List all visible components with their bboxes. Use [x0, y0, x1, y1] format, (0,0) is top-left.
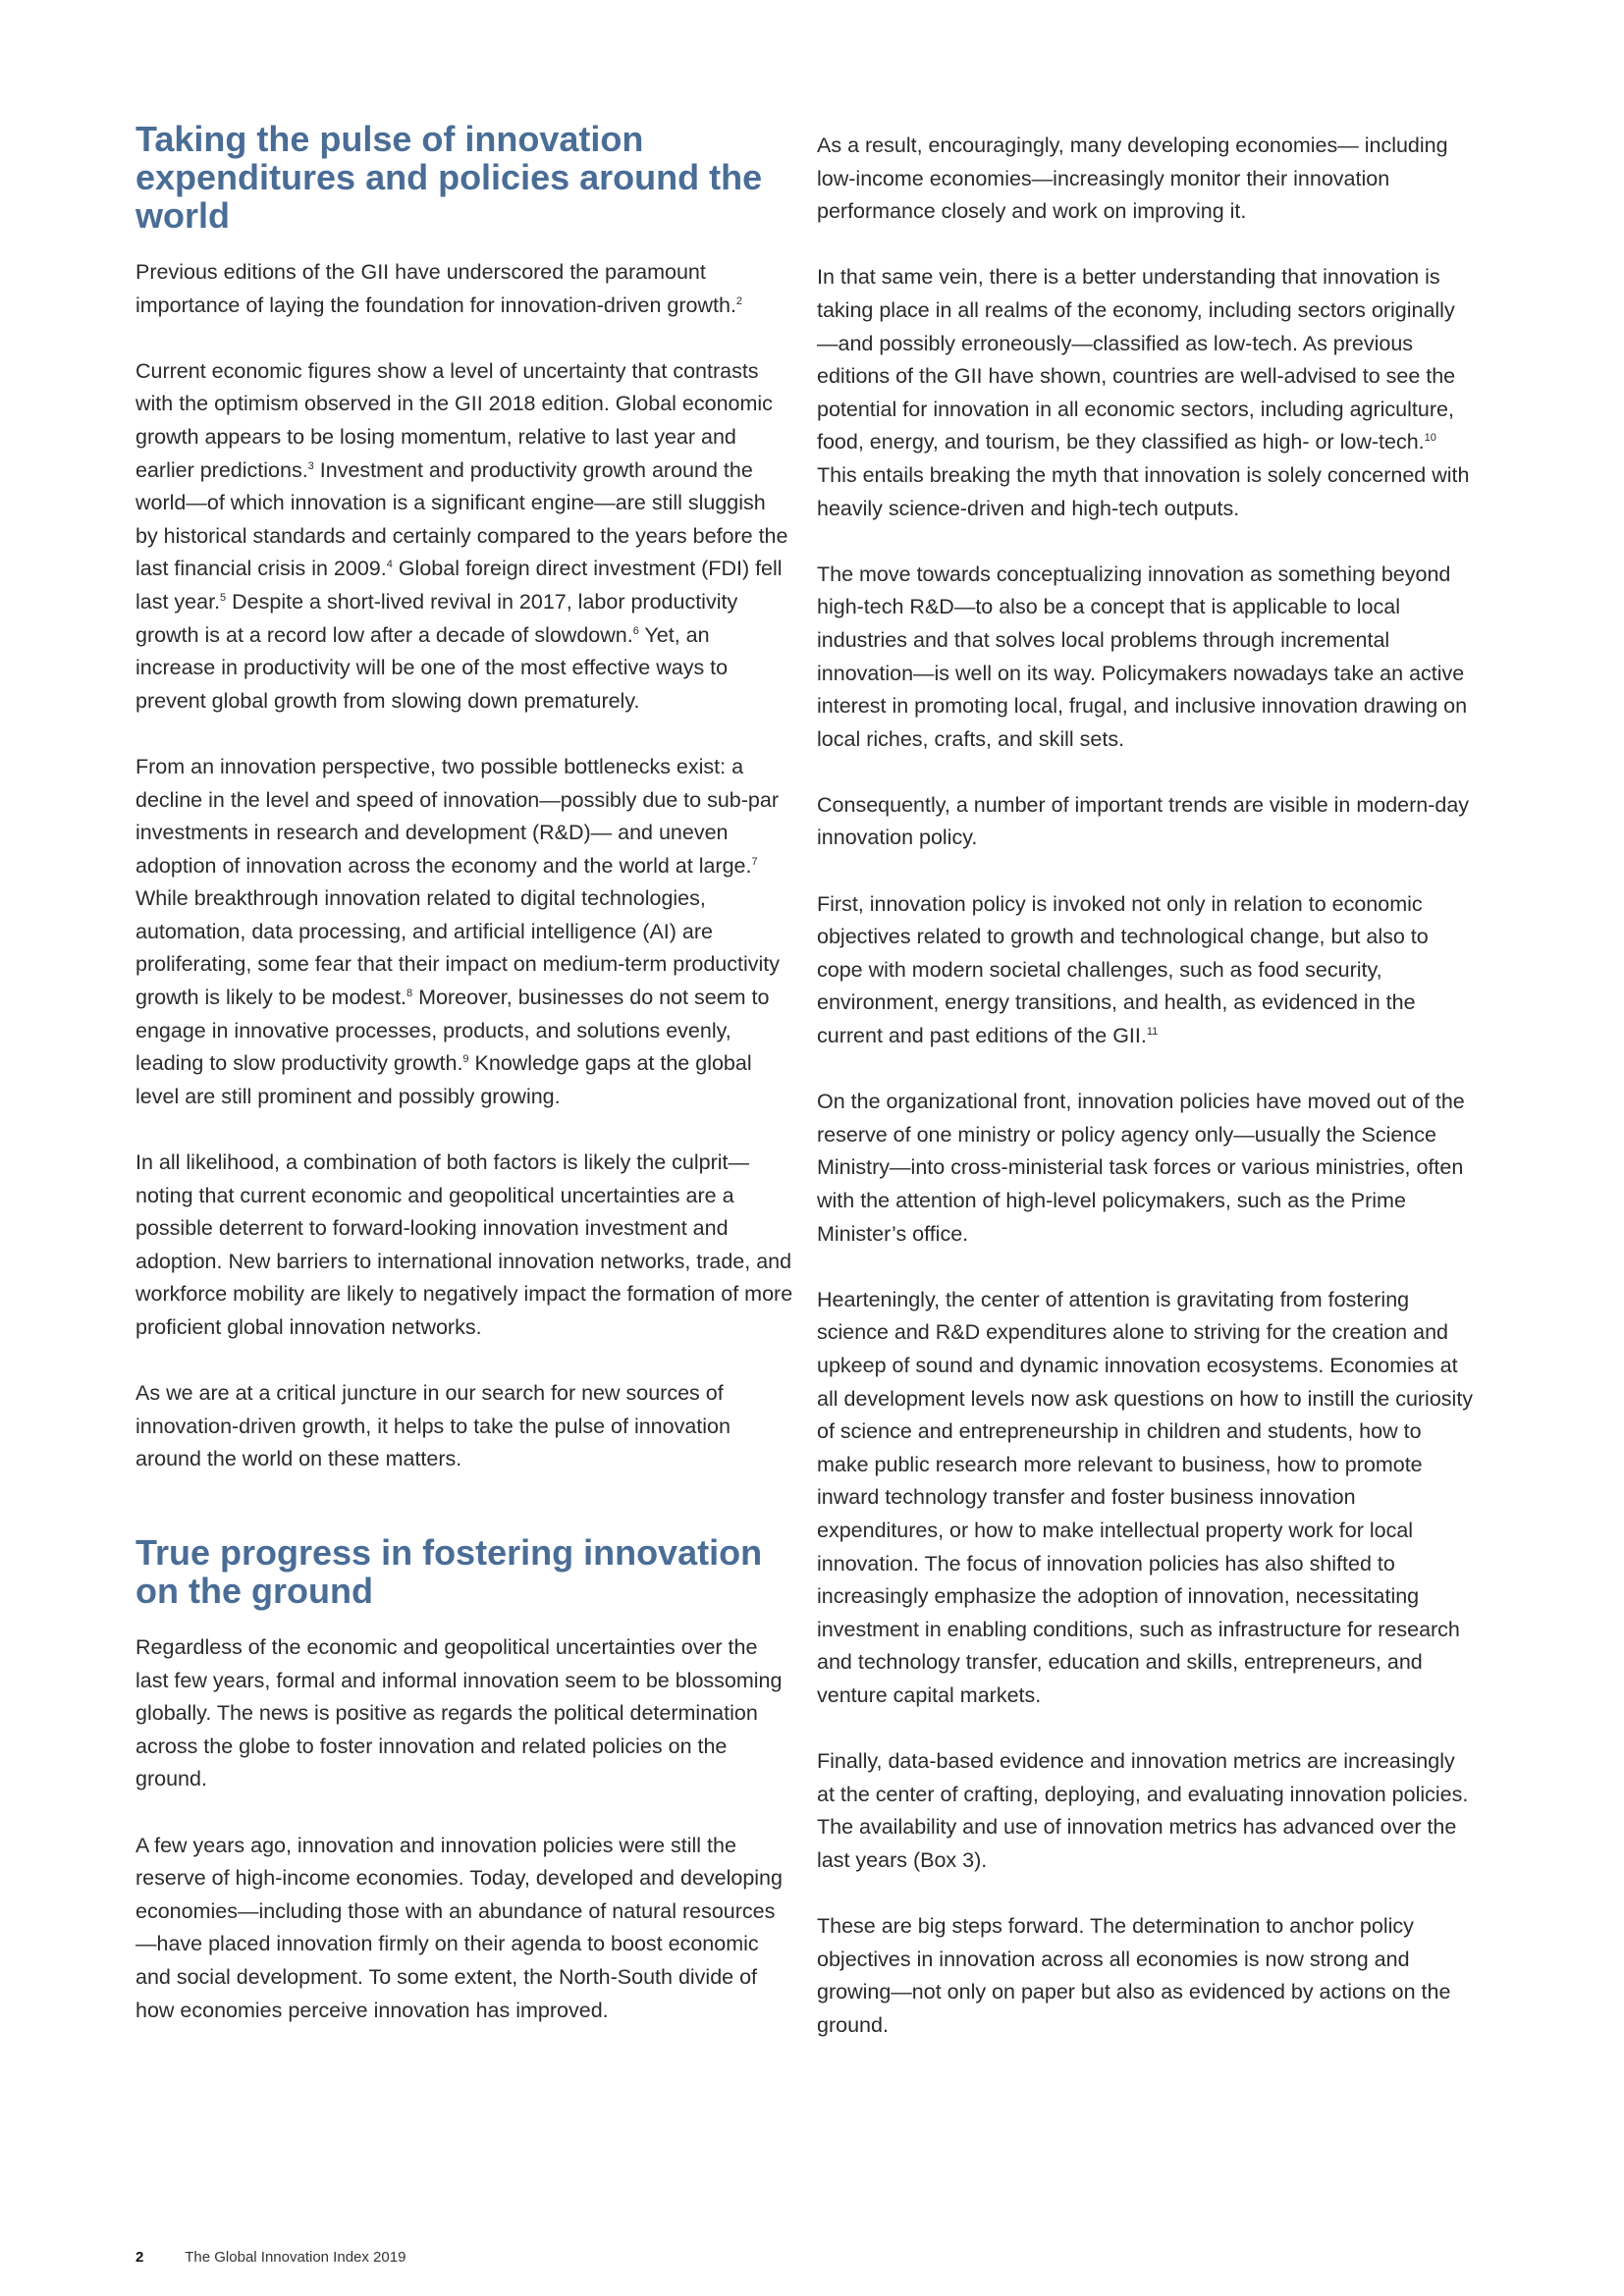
- paragraph: In all likelihood, a combination of both factors is likely the culprit—noting that current economic and geopolitical uncertainties are a possible deterrent to forward-looking innovation investment and adoption. New barriers to international innovation networks, trade, and workforce mobility are likely to negatively impact the formation of more proficient global innovation networks.: [135, 1150, 793, 1339]
- paragraph: On the organizational front, innovation policies have moved out of the reserve of one ministry or policy agency only—usually the Science Ministry—into cross-ministerial task forces or various ministries, often with the attention of high-level policymakers, such as the Prime Minister’s office.: [817, 1090, 1465, 1246]
- paragraph: Hearteningly, the center of attention is gravitating from fostering science and R&D expenditures alone to striving for the creation and upkeep of sound and dynamic innovation ecosystems. Economies at all development levels now ask questions on how to instill the curiosity of science and entrepreneurship in children and students, how to make public research more relevant to business, how to promote inward technology transfer and foster business innovation expenditures, or how to make intellectual property work for local innovation. The focus of innovation policies has also shifted to increasingly emphasize the adoption of innovation, necessitating investment in enabling conditions, such as infrastructure for research and technology transfer, education and skills, entrepreneurs, and venture capital markets.: [817, 1287, 1474, 1707]
- paragraph: Finally, data-based evidence and innovation metrics are increasingly at the center of crafting, deploying, and evaluating innovation policies. The availability and use of innovation metrics has advanced over the last years (Box 3).: [817, 1749, 1469, 1872]
- left-column: [135, 120, 793, 2060]
- paragraph: In that same vein, there is a better understanding that innovation is taking place in all realms of the economy, including sectors originally—and possibly erroneously—classified as low-tech. As previous editions of the GII have shown, countries are well-advised to see the potential for innovation in all economic sectors, including agriculture, food, energy, and tourism, be they classified as high- or low-tech.$^{10}$ This entails breaking the myth that innovation is solely concerned with heavily science-driven and high-tech outputs.: [817, 265, 1470, 520]
- paragraph: As we are at a critical juncture in our search for new sources of innovation-driven growth, it helps to take the pulse of innovation around the world on these matters.: [135, 1381, 731, 1471]
- paragraph: First, innovation policy is invoked not only in relation to economic objectives related to growth and technological change, but also to cope with modern societal challenges, such as food security, environment, energy transitions, and health, as evidenced in the current and past editions of the GII.$^{11}$: [817, 891, 1429, 1048]
- section-heading-progress: True progress in fostering innovation on the ground: [135, 1531, 763, 1611]
- paragraph: These are big steps forward. The determination to anchor policy objectives in innovation across all economies is now strong and growing—not only on paper but also as evidenced by actions on the ground.: [817, 1914, 1451, 2037]
- right-column: [817, 120, 1475, 2075]
- paragraph: Current economic figures show a level of uncertainty that contrasts with the optimism observed in the GII 2018 edition. Global economic growth appears to be losing momentum, relative to last year and earlier predictions.$^3$ Investment and productivity growth around the world—of which innovation is a significant engine—are still sluggish by historical standards and certainly compared to the years before the last financial crisis in 2009.$^4$ Global foreign direct investment (FDI) fell last year.$^5$ Despite a short-lived revival in 2017, labor productivity growth is at a record low after a decade of slowdown.$^6$ Yet, an increase in productivity will be one of the most effective ways to prevent global growth from slowing down prematurely.: [135, 358, 788, 713]
- paragraph: Consequently, a number of important trends are visible in modern-day innovation policy.: [817, 792, 1470, 850]
- paragraph: A few years ago, innovation and innovation policies were still the reserve of high-income economies. Today, developed and developing economies—including those with an abundance of natural resources—have placed innovation firmly on their agenda to boost economic and social development. To some extent, the North-South divide of how economies perceive innovation has improved.: [135, 1833, 783, 2022]
- paragraph: From an innovation perspective, two possible bottlenecks exist: a decline in the level and speed of innovation—possibly due to sub-par investments in research and development (R&D)— and uneven adoption of innovation across the economy and the world at large.$^7$ While breakthrough innovation related to digital technologies, automation, data processing, and artificial intelligence (AI) are proliferating, some fear that their impact on medium-term productivity growth is likely to be modest.$^8$ Moreover, businesses do not seem to engage in innovative processes, products, and solutions evenly, leading to slow productivity growth.$^9$ Knowledge gaps at the global level are still prominent and possibly growing.: [135, 754, 781, 1108]
- paragraph: Regardless of the economic and geopolitical uncertainties over the last few years, formal and informal innovation seem to be blossoming globally. The news is positive as regards the political determination across the globe to foster innovation and related policies on the ground.: [135, 1634, 783, 1791]
- section-heading-pulse: Taking the pulse of innovation expenditures and policies around the world: [135, 119, 763, 236]
- page-footer: [135, 2249, 406, 2266]
- paragraph: Previous editions of the GII have underscored the paramount importance of laying the foundation for innovation-driven growth.$^2$: [135, 260, 743, 317]
- publication-title: The Global Innovation Index 2019: [185, 2249, 406, 2266]
- paragraph: The move towards conceptualizing innovation as something beyond high-tech R&D—to also be a concept that is applicable to local industries and that solves local problems through incremental innovation—is well on its way. Policymakers nowadays take an active interest in promoting local, frugal, and inclusive innovation drawing on local riches, crafts, and skill sets.: [817, 561, 1468, 751]
- page-number: 2: [135, 2249, 144, 2266]
- paragraph: As a result, encouragingly, many developing economies— including low-income economies—increasingly monitor their innovation performance closely and work on improving it.: [817, 133, 1448, 224]
